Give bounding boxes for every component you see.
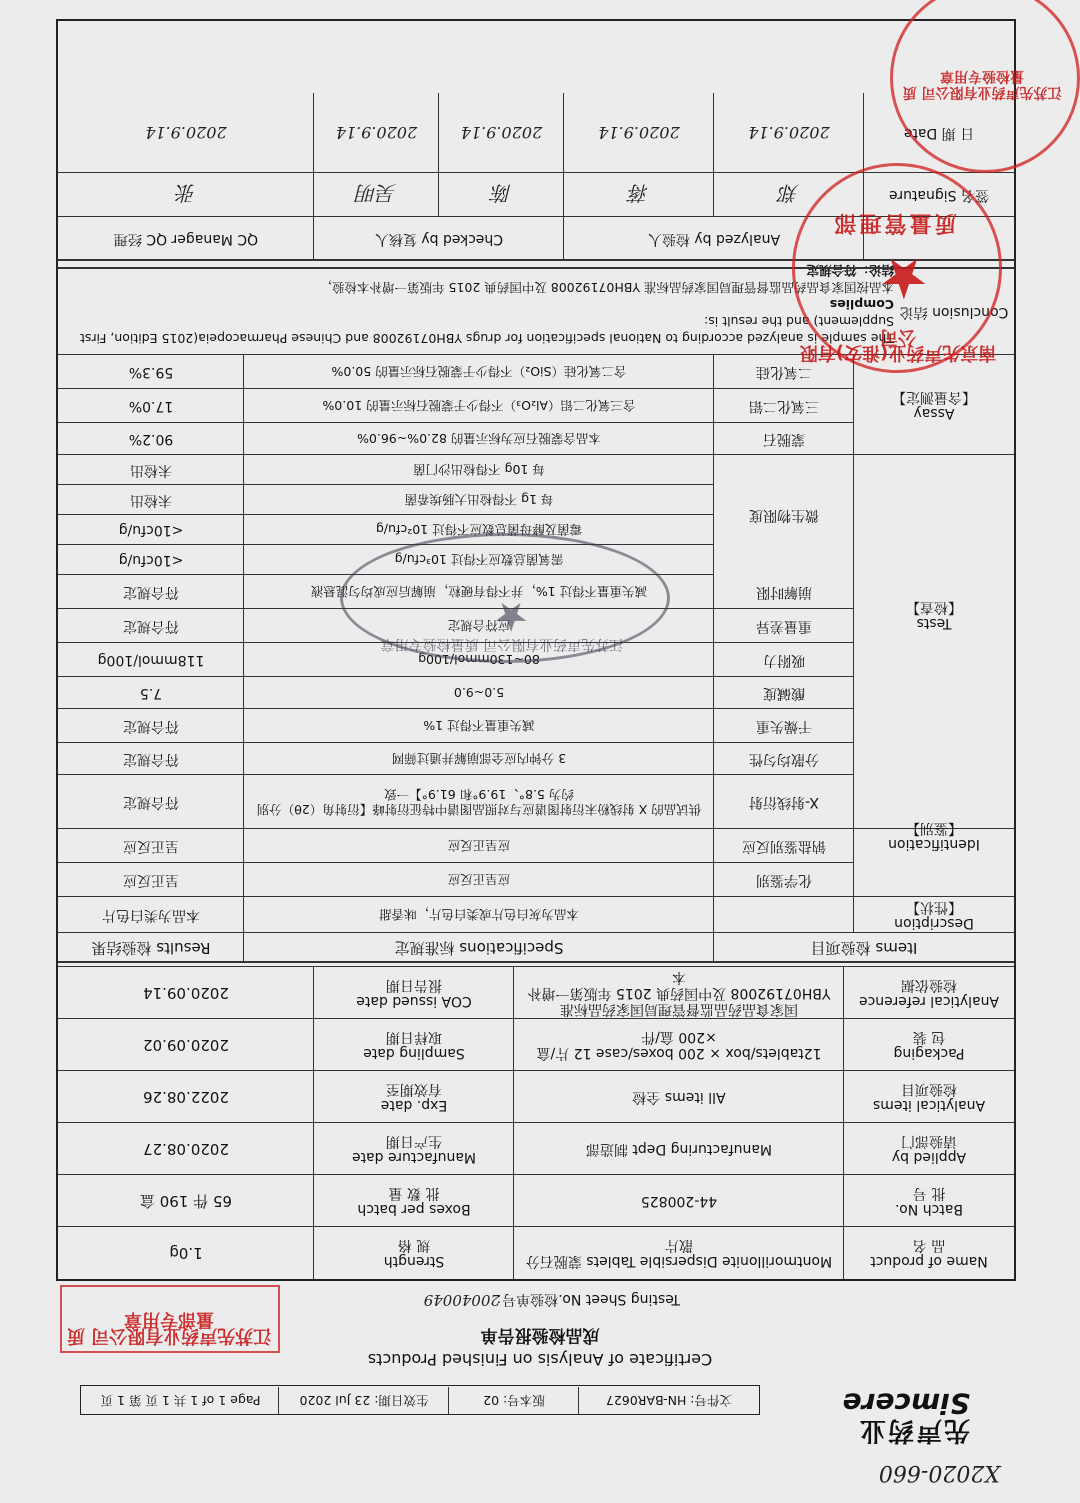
testing-sheet-label: Testing Sheet No.检验单号：	[488, 1291, 680, 1307]
row-subitem: X-射线衍射	[749, 794, 819, 810]
sign-qc: QC Manager QC 经理	[113, 231, 259, 247]
row-subitem	[714, 897, 854, 933]
row-subitem: 重量差异	[756, 618, 812, 634]
row-subitem: 钠盐鉴别反应	[742, 838, 826, 854]
header-label	[844, 1019, 1014, 1071]
doc-number: 文件号: HN-BAR0627	[605, 1393, 733, 1408]
header-divider	[58, 966, 1014, 967]
row-spec: 霉菌及酵母菌总数应不得过 10²cfu/g	[375, 522, 583, 538]
section-tests	[854, 455, 1014, 775]
header-vdivider	[843, 967, 844, 1279]
header-value: Montmorillonite Dispersible Tablets 蒙脱石分散片	[525, 1237, 833, 1269]
row-subitem: 崩解时限	[756, 584, 812, 600]
header-label	[844, 1071, 1014, 1123]
sign-date-4: 2020.9.14	[335, 123, 418, 143]
sign-vdivider	[713, 93, 714, 217]
header-label-cn: 批 号	[912, 1185, 946, 1201]
row-spec: 需氧菌总数应不得过 10³cfu/g	[394, 552, 564, 568]
section-cn: 【鉴别】	[906, 820, 962, 836]
doc-version: 版本号: 02	[483, 1393, 545, 1408]
row-subitem: 分散均匀性	[749, 751, 819, 767]
logo-en: Simcere	[842, 1387, 970, 1420]
doc-page: Page 1 of 1 共 1 页 第 1 页	[100, 1393, 261, 1408]
signature-3: 陈	[491, 181, 512, 206]
sign-vdivider	[313, 93, 314, 261]
row-subitem: 酸碱度	[763, 685, 805, 701]
header-value: 国家食品药品监督管理局国家药品标准 YBH07192008 及中国药典 2015 年版第一增补本	[527, 969, 831, 1017]
handwritten-ref: X2020-660	[878, 1460, 1000, 1485]
sign-date-2: 2020.9.14	[598, 123, 680, 143]
header-vdivider	[513, 967, 514, 1279]
row-result: <10cfu/g	[118, 552, 184, 568]
row-subitem: 二氧化硅	[756, 364, 812, 380]
header-label-cn: 品 名	[912, 1237, 946, 1253]
row-result: <10cfu/g	[118, 522, 184, 538]
conclusion-text	[78, 262, 894, 347]
header-label2-en: Strength	[383, 1253, 445, 1269]
col-items: Items 检验项目	[810, 939, 918, 957]
row-result: 符合规定	[123, 618, 179, 634]
row-subitem: 干燥失重	[756, 718, 812, 734]
header-label-cn: 请验部门	[901, 1133, 957, 1149]
conclusion-result-en: Complies	[829, 297, 894, 312]
header-label-en: Applied by	[891, 1149, 967, 1165]
row-spec: 80~130mmol/100g	[418, 652, 540, 668]
section-en: Assay	[913, 405, 955, 421]
header-label-en: Analytical reference	[858, 993, 1000, 1009]
row-spec: 应呈正反应	[447, 872, 511, 888]
header-label2-cn: 批 数 量	[388, 1185, 440, 1201]
row-result: 118mmol/100g	[97, 652, 205, 668]
company-stamp-text: 南京先声药业(淮安)有限公司	[799, 326, 997, 363]
header-label	[844, 1227, 1014, 1279]
signature-4: 吴明	[356, 181, 397, 206]
row-spec: 本品为灰白色片或类白色片，味香甜	[379, 907, 580, 923]
row-subitem: 化学鉴别	[756, 872, 812, 888]
col-results: Results 检验结果	[91, 939, 211, 957]
company-red-stamp: ★ 南京先声药业(淮安)有限公司 质量管理部	[792, 163, 1002, 373]
row-result: 呈正反应	[123, 872, 179, 888]
header-value: 44-200825	[640, 1193, 718, 1209]
row-spec: 本品含蒙脱石应为标示量的 82.0%~96.0%	[357, 431, 601, 447]
row-subitem: 蒙脱石	[763, 431, 805, 447]
row-spec: 3 分钟内应全部崩解并通过筛网	[391, 751, 567, 767]
body-vdivider	[853, 355, 854, 933]
header-label2-cn: 生产日期	[386, 1133, 442, 1149]
row-result: 本品为类白色片	[102, 907, 200, 923]
company-rect-stamp	[60, 1285, 280, 1353]
section-description	[854, 897, 1014, 933]
sign-date-label: 日 期 Date	[903, 125, 975, 141]
row-result: 符合规定	[123, 751, 179, 767]
rect-stamp-text: 江苏先声药业有限公司 质量部专用章	[66, 1309, 272, 1346]
header-value: 12tablets/box × 200 boxes/case 12 片/盒×200 盒/件	[536, 1029, 822, 1061]
section-cn: 【检查】	[906, 599, 962, 615]
sign-analyzed: Analyzed by 检验人	[647, 231, 781, 247]
signature-2: 蒋	[629, 181, 649, 206]
row-result: 符合规定	[123, 584, 179, 600]
row-spec: 5.0~9.0	[453, 685, 505, 701]
row-result: 呈正反应	[123, 838, 179, 854]
header-label-2	[314, 1227, 514, 1279]
header-label2-cn: 取样日期	[386, 1029, 442, 1045]
row-spec: 含二氧化硅（SiO₂）不得少于蒙脱石标示量的 50.0%	[331, 364, 627, 380]
row-spec: 每 1g 不得检出大肠埃希菌	[404, 492, 554, 508]
row-result: 7.5	[139, 685, 163, 701]
header-value-2: 2022.08.26	[143, 1088, 229, 1106]
header-value: Manufacturing Dept 制造部	[585, 1141, 773, 1157]
header-label-2	[314, 1071, 514, 1123]
conclusion-cn: 本品按国家食品药品监督管理局国家药品标准 YBH07192008 及中国药典 2015 年版第一增补本检验，	[319, 280, 894, 295]
sign-date-3: 2020.9.14	[460, 123, 543, 143]
header-vdivider	[313, 967, 314, 1279]
row-spec: 减失重量不得过 1%，并不得有硬粒，崩解后应成均匀混悬液	[310, 584, 648, 600]
header-label-2	[314, 1123, 514, 1175]
doc-effective-date: 生效日期: 23 Jul 2020	[299, 1393, 429, 1408]
header-label-2	[314, 967, 514, 1019]
sign-date-1: 2020.9.14	[748, 123, 830, 143]
header-label-cn: 检验依据	[901, 977, 957, 993]
conclusion-label: Conclusion 结论	[899, 304, 1009, 320]
row-spec: 减失重量不得过 1%	[423, 718, 535, 734]
logo-cn: 先声药业	[857, 1415, 970, 1445]
header-value-2: 2020.09.14	[143, 984, 229, 1002]
sign-vdivider	[563, 93, 564, 261]
row-result: 未检出	[130, 492, 172, 508]
row-subitem: 吸附力	[763, 652, 805, 668]
row-spec: 每 10g 不得检出沙门菌	[413, 462, 545, 478]
row-result: 90.2%	[128, 431, 174, 447]
section-cn: 【含量测定】	[892, 389, 976, 405]
header-label	[844, 967, 1014, 1019]
signature-5: 张	[176, 181, 196, 206]
header-label-en: Packaging	[893, 1045, 965, 1061]
row-spec: 含三氧化二铝（Al₂O₃）不得少于蒙脱石标示量的 10.0%	[322, 398, 636, 414]
header-label-en: Name of product	[870, 1253, 988, 1269]
section-en: Tests	[916, 615, 952, 631]
header-label2-cn: 报告日期	[386, 977, 442, 993]
conclusion-en: The sample is analyzed according to National specification for drugs YBH07192008 and Chinese Pharmacopeia(2015 Edition, First Supplement) and the result is:	[80, 314, 894, 346]
row-spec: 应呈正反应	[447, 838, 511, 854]
header-value: All items 全检	[632, 1089, 726, 1105]
header-label-en: Batch No.	[895, 1201, 963, 1217]
body-vdivider	[243, 355, 244, 963]
microbial-limit-label: 微生物限度	[714, 455, 854, 575]
header-label-cn: 包 装	[912, 1029, 946, 1045]
section-en: Description	[894, 915, 974, 931]
company-logo	[843, 1387, 970, 1451]
sign-date-5: 2020.9.14	[145, 123, 227, 143]
section-identification	[854, 775, 1014, 897]
row-result: 符合规定	[123, 794, 179, 810]
header-value-2: 65 件 190 盒	[139, 1192, 233, 1210]
testing-sheet-value: 20040049	[423, 1291, 500, 1309]
bottom-stamp-text: 江苏先声药业有限公司 质量检验专用章	[902, 68, 1062, 100]
qa-stamp-text: 质量管理部	[831, 210, 957, 235]
sign-checked: Checked by 复核人	[374, 231, 504, 247]
section-cn: 【性状】	[906, 899, 962, 915]
center-stamp-text: 江苏先声药业有限公司 质量检验专用章	[380, 636, 624, 652]
header-label-cn: 检验项目	[901, 1081, 957, 1097]
header-label2-cn: 有效期至	[386, 1081, 442, 1097]
sign-vdivider	[438, 93, 439, 217]
section-en: Identification	[888, 836, 980, 852]
header-label2-en: COA issued date	[356, 993, 472, 1009]
header-label2-cn: 规 格	[397, 1237, 431, 1253]
row-result: 59.3%	[128, 364, 174, 380]
row-result: 17.0%	[128, 398, 174, 414]
doc-info-box	[80, 1385, 760, 1415]
title-cn: 成品检验报告单	[480, 1325, 600, 1345]
sign-signature-label: 签名 Signature	[889, 187, 989, 203]
center-gray-stamp: ★ 江苏先声药业有限公司 质量检验专用章	[340, 533, 670, 663]
header-label2-en: Boxes per batch	[357, 1201, 471, 1217]
row-spec: 供试品的 X 射线粉末衍射图谱应与对照品图谱中特征衍射峰【衍射角（2θ）分别约为 5.8°、19.9°和 61.9°】一致	[256, 787, 702, 817]
row-spec: 应符合规定	[447, 618, 511, 634]
header-label2-en: Manufacture date	[351, 1149, 477, 1165]
signature-1: 郑	[779, 181, 799, 206]
header-value-2: 2020.08.27	[143, 1140, 229, 1158]
body-vdivider	[713, 355, 714, 963]
row-result: 未检出	[130, 462, 172, 478]
header-label2-en: Exp. date	[380, 1097, 448, 1113]
header-label	[844, 1175, 1014, 1227]
header-value-2: 1.0g	[169, 1244, 203, 1262]
conclusion-result-cn: 结论：符合规定	[806, 263, 894, 278]
row-subitem: 三氧化二铝	[749, 398, 819, 414]
header-label-2	[314, 1175, 514, 1227]
col-spec: Specifications 标准规定	[394, 939, 564, 957]
row-result: 符合规定	[123, 718, 179, 734]
header-label	[844, 1123, 1014, 1175]
title-en: Certificate of Analysis on Finished Products	[367, 1350, 713, 1369]
header-label2-en: Sampling date	[363, 1045, 465, 1061]
header-label-2	[314, 1019, 514, 1071]
header-label-en: Analytical items	[872, 1097, 986, 1113]
header-value-2: 2020.09.02	[143, 1036, 229, 1054]
